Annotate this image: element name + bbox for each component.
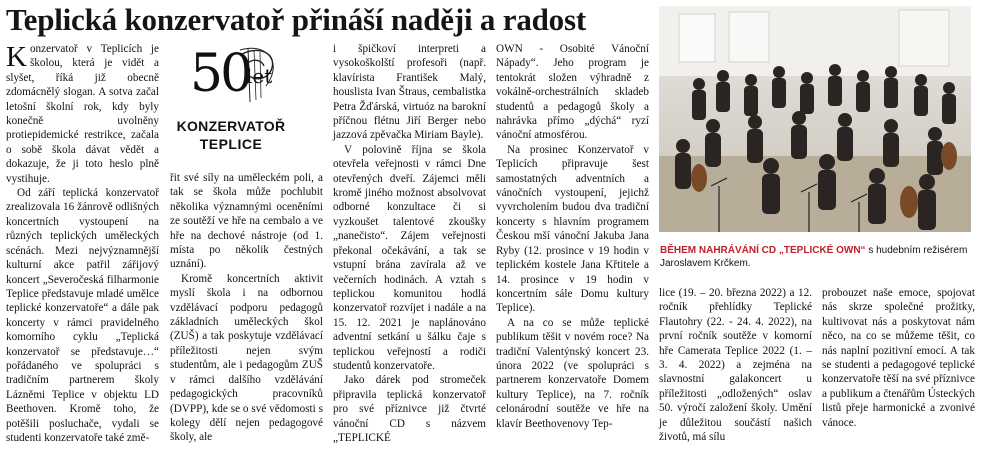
article-column-5	[659, 286, 812, 444]
paragraph: Konzervatoř v Teplicích je školou, která je vidět a slyšet, říká již obecně zdomácnělý slogan. A sotva začal letošní školní rok, kdy byly konečně uvolněny protiepidemické restrikce, začala o sobě škola dávat vědět a dokazuje, že ji toto heslo plně vystihuje.	[6, 41, 159, 185]
paragraph: Od září teplická konzervatoř zrealizovala 16 žánrově odlišných koncertních vystoupení na různých teplických uměleckých scénách. Mezi nejvýznamnější kulturní akce patřil zářijový koncert „Severočeská filharmonie Teplice představuje mladé umělce teplické konzervatoře“ a dále pak koncerty v rámci pravidelného komorního cyklu „Teplická konzervatoř se představuje…“ pořádaného ve spolupráci s tradičním partnerem školy Lázněmi Teplice v objektu LD Beethoven. Kromě toho, že potěšili posluchače, vydali se studenti konzervatoře také změ-	[6, 187, 159, 444]
photo-caption	[660, 244, 980, 270]
article-column-6	[822, 286, 975, 430]
paragraph: OWN - Osobité Vánoční Nápady“. Jeho program je tentokrát složen výhradně z vokálně-orchestrálních skladeb studentů a pedagogů školy a nahrávka přímo „dýchá“ ryzí vánoční atmosférou.	[496, 43, 649, 142]
paragraph: i špičkoví interpreti a vysokoškolští profesoři (např. klavírista František Malý, houslista Ivan Štraus, cembalistka Petra Žďárská, virtuóz na barokní příčnou flétnu Jiří Berger nebo jazzová zpěvačka Miriam Bayle).	[333, 43, 486, 142]
anniversary-number: 50	[190, 44, 251, 104]
paragraph: Na prosinec Konzervatoř v Teplicích připravuje šest samostatných adventních a vánočních vystoupení, jejichž vyvrcholením budou dva tradiční koncerty s hlavním programem Českou mší vánoční Jakuba Jana Ryby (12. prosince v 19 hodin v teplickém kostele Jana Křtitele a 14. prosince v 19 hodin v koncertním sále Domu kultury Teplice).	[496, 143, 649, 315]
drop-cap: K	[6, 41, 27, 73]
article-column-3	[333, 42, 486, 445]
paragraph: A na co se může teplické publikum těšit v novém roce? Na tradiční Valentýnský koncert 23. února 2022 (ve spolupráci s partnerem konzervatoře Domem kultury Teplice), na 7. ročník celonárodní soutěže ve hře na klavír Beethovenovy Tep-	[496, 316, 649, 430]
paragraph: Jako dárek pod stromeček připravila teplická konzervatoř pro své příznivce již čtvrté vánoční CD s názvem „TEPLICKÉ	[333, 374, 486, 444]
paragraph: probouzet naše emoce, spojovat nás skrze společné prožitky, kultivovat nás a poskytovat nám něco, na co se můžeme těšit, co nás naplní pozitivní emocí. A tak se studenti a pedagogové teplické konzervatoře těší na své příznivce a publikum a čtenářům Ústeckých listů přeje harmonické a zvonivé vánoce.	[822, 287, 975, 429]
headline: Teplická konzervatoř přináší naději a radost	[6, 2, 586, 37]
orchestra-photo	[659, 6, 971, 232]
paragraph: Kromě koncertních aktivit myslí škola i na odbornou vzdělávací podporu pedagogů základních uměleckých škol (ZUŠ) a tak poskytuje vzdělávací příležitosti nejen svým studentům, ale i pedagogům ZUŠ v rámci dalšího vzdělávání pedagogických pracovníků (DVPP), kde se o své vědomosti s kolegy dělí nejen pedagogové školy, ale	[170, 272, 323, 444]
logo-org: KONZERVATOŘ	[176, 118, 286, 134]
logo-city: TEPLICE	[199, 136, 263, 152]
caption-text: s hudebním režisérem Jaroslavem Krčkem.	[660, 245, 968, 269]
anniversary-suffix: let	[246, 64, 273, 88]
article-column-2	[170, 171, 323, 445]
article-column-1	[6, 42, 159, 445]
article-column-4	[496, 42, 649, 431]
paragraph: řit své síly na uměleckém poli, a tak se škola může pochlubit několika významnými oceněními ze soutěží ve hře na cembalo a ve hře na dechové nástroje (od 1. místa po několik čestných uznání).	[170, 172, 323, 271]
anniversary-logo	[176, 42, 286, 162]
paragraph: lice (19. – 20. března 2022) a 12. ročník přehlídky Teplické Flautohry (22. - 24. 4. 2022), na první ročník soutěže v komorní hře Camerata Teplice 2022 (1. – 3. 4. 2022) a zejména na slavnostní galakoncert u příležitosti „odložených“ oslav 50. výročí založení školy. Umění je důležitou součástí našich životů, má sílu	[659, 287, 812, 444]
orchestra-photo-illustration	[659, 6, 971, 232]
caption-lead: BĚHEM NAHRÁVÁNÍ CD „TEPLICKÉ OWN“	[660, 245, 866, 256]
paragraph: V polovině října se škola otevřela veřejnosti v rámci Dne otevřených dveří. Zájemci měli kromě jiného možnost absolvovat odborné konzultace či si vyzkoušet talentové zkoušky „nanečisto“. Zájem veřejnosti překonal očekávání, a tak se vstupní brána zavírala až ve večerních hodinách. A vztah s teplickou komunitou hodlá konzervatoř rozvíjet i nadále a na 15. 12. 2021 je naplánováno adventní setkání u šálku čaje s teplickou veřejností a rodiči studentů konzervatoře.	[333, 143, 486, 372]
